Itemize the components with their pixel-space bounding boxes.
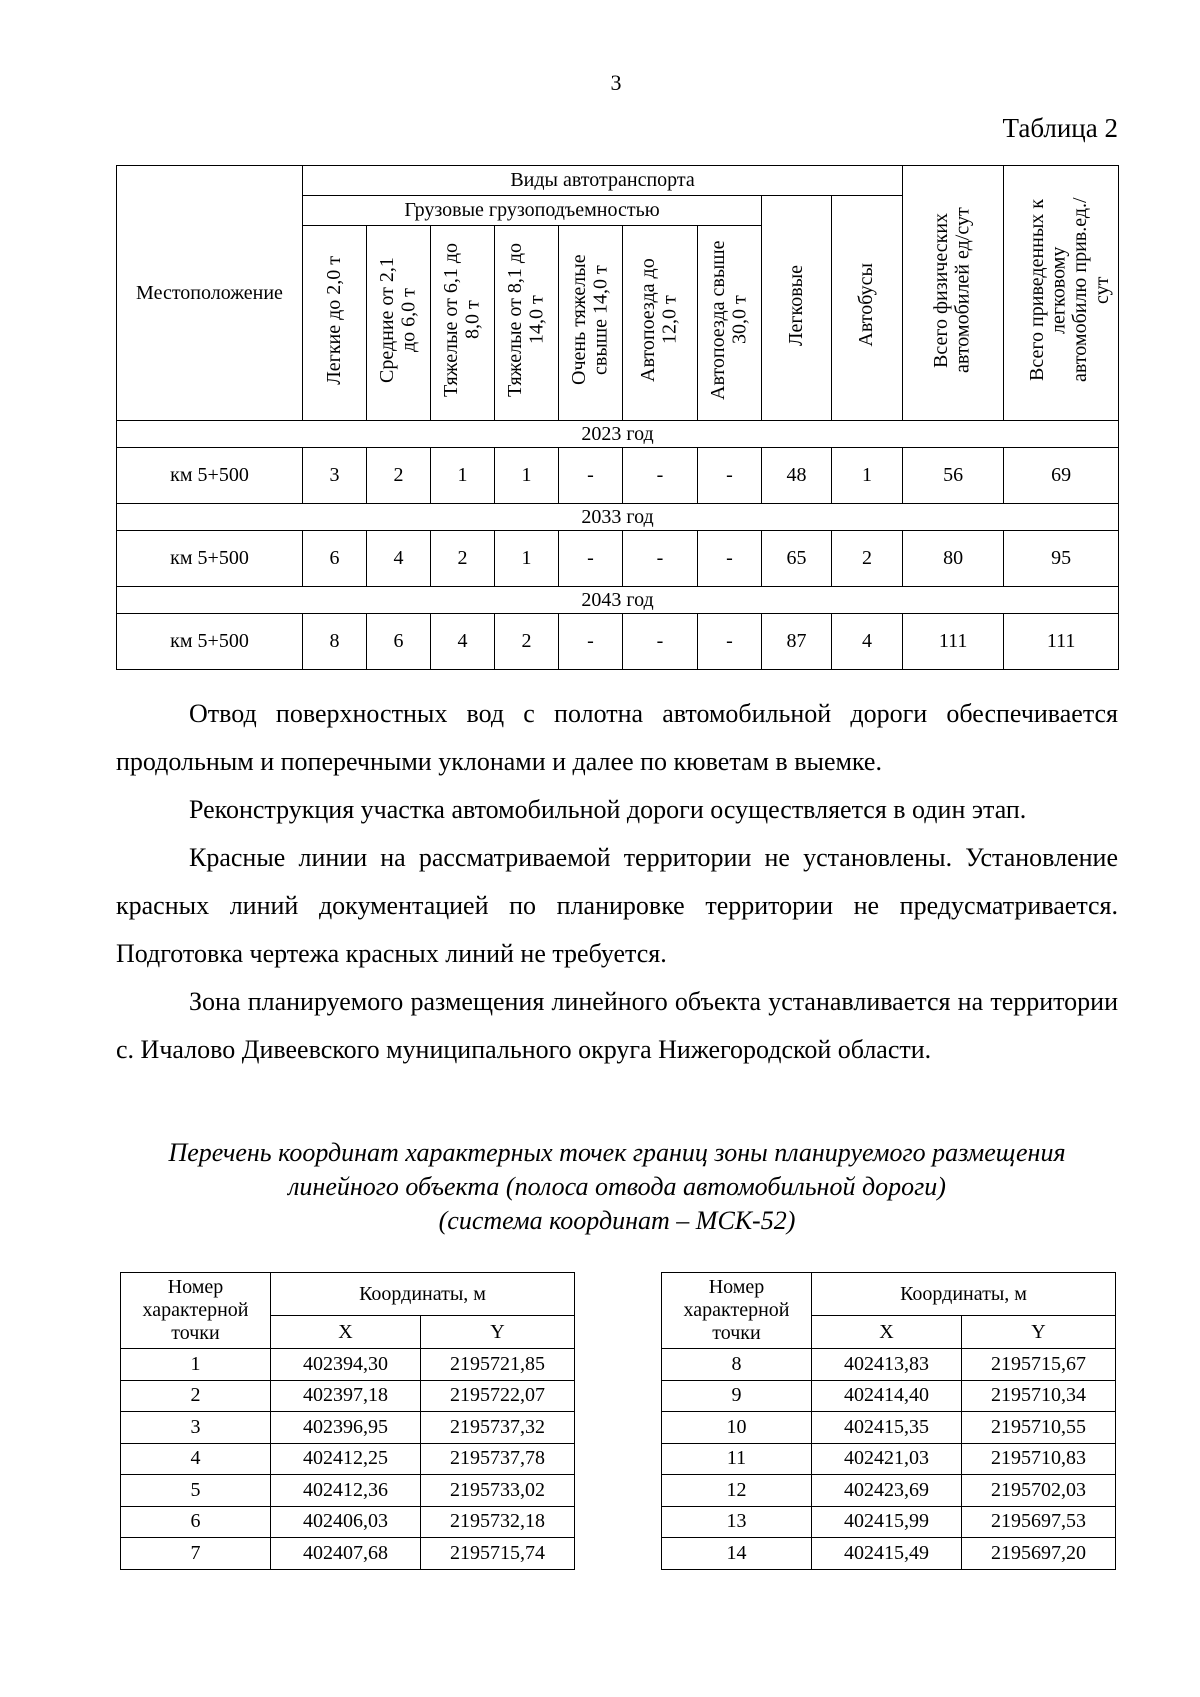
value-cell: 6 — [367, 614, 431, 670]
table-row — [121, 1475, 575, 1507]
value-cell: 95 — [1004, 531, 1119, 587]
table-row — [662, 1538, 1116, 1570]
value-cell: 111 — [903, 614, 1004, 670]
coords-title-line-1: Перечень координат характерных точек границ зоны планируемого размещения — [168, 1138, 1066, 1167]
value-cell: - — [623, 531, 698, 587]
y-value: 2195702,03 — [962, 1475, 1116, 1507]
value-cell: 8 — [303, 614, 367, 670]
value-cell: 111 — [1004, 614, 1119, 670]
x-value: 402415,49 — [812, 1538, 962, 1570]
table-row — [121, 1349, 575, 1381]
col-buses — [832, 196, 903, 421]
col-heavy-8-14 — [495, 226, 559, 421]
value-cell: 65 — [762, 531, 832, 587]
y-value: 2195722,07 — [421, 1380, 575, 1412]
x-value: 402413,83 — [812, 1349, 962, 1381]
traffic-table — [116, 165, 1119, 670]
col-buses-label: Автобусы — [855, 263, 878, 347]
col-light-label: Легкие до 2,0 т — [322, 255, 345, 385]
x-value: 402415,99 — [812, 1506, 962, 1538]
location-cell: км 5+500 — [117, 448, 303, 504]
coords-table-left — [120, 1272, 575, 1570]
table-row — [121, 1506, 575, 1538]
y-value: 2195732,18 — [421, 1506, 575, 1538]
table-row — [662, 1506, 1116, 1538]
y-value: 2195721,85 — [421, 1349, 575, 1381]
value-cell: 6 — [303, 531, 367, 587]
x-value: 402415,35 — [812, 1412, 962, 1444]
page-number: 3 — [610, 70, 622, 95]
col-road-train-12-label: Автопоезда до 12,0 т — [637, 258, 681, 382]
point-number-header-line: характерной — [142, 1299, 249, 1321]
paragraph-drainage: Отвод поверхностных вод с полотна автомобильной дороги обеспечивается продольным и поперечными уклонами и далее по кюветам в выемке. — [116, 699, 1118, 776]
col-total-reduced — [1004, 166, 1119, 421]
col-road-train-12 — [623, 226, 698, 421]
table-row — [117, 448, 1119, 504]
coords-table-right — [661, 1272, 1116, 1570]
col-total-physical — [903, 166, 1004, 421]
point-number-header-line: точки — [712, 1322, 761, 1344]
col-total-reduced-label: Всего приведенных к легковому автомобилю прив.ед./сут — [1026, 197, 1113, 383]
y-value: 2195715,74 — [421, 1538, 575, 1570]
coords-title — [116, 1136, 1118, 1238]
value-cell: 1 — [431, 448, 495, 504]
x-header: X — [812, 1316, 962, 1349]
table-row — [121, 1380, 575, 1412]
table-row — [662, 1412, 1116, 1444]
table-row — [662, 1349, 1116, 1381]
col-road-train-30-label: Автопоезда свыше 30,0 т — [706, 240, 751, 400]
point-number-header-line: характерной — [683, 1299, 790, 1321]
value-cell: 1 — [495, 531, 559, 587]
point-number-header-line: Номер — [167, 1276, 224, 1298]
table-row — [662, 1475, 1116, 1507]
x-value: 402397,18 — [271, 1380, 421, 1412]
table-row — [121, 1538, 575, 1570]
point-number: 1 — [121, 1349, 271, 1381]
vehicle-types-header: Виды автотранспорта — [303, 166, 903, 196]
coordinates-header: Координаты, м — [271, 1273, 575, 1316]
col-very-heavy — [559, 226, 623, 421]
x-value: 402394,30 — [271, 1349, 421, 1381]
col-medium — [367, 226, 431, 421]
table-row — [121, 1443, 575, 1475]
paragraph-reconstruction: Реконструкция участка автомобильной дороги осуществляется в один этап. — [189, 795, 1027, 824]
x-value: 402396,95 — [271, 1412, 421, 1444]
col-heavy-8-14-label: Тяжелые от 8,1 до 14,0 т — [503, 242, 548, 398]
x-value: 402407,68 — [271, 1538, 421, 1570]
point-number: 5 — [121, 1475, 271, 1507]
point-number-header-line: точки — [171, 1322, 220, 1344]
value-cell: - — [559, 531, 623, 587]
x-value: 402406,03 — [271, 1506, 421, 1538]
value-cell: 4 — [367, 531, 431, 587]
y-value: 2195710,34 — [962, 1380, 1116, 1412]
value-cell: - — [623, 614, 698, 670]
value-cell: 48 — [762, 448, 832, 504]
col-cars — [762, 196, 832, 421]
paragraph-zone: Зона планируемого размещения линейного объекта устанавливается на территории с. Ичалово Дивеевского муниципального округа Нижегородской области. — [116, 987, 1118, 1064]
year-row-2033: 2033 год — [117, 504, 1119, 531]
y-value: 2195710,55 — [962, 1412, 1116, 1444]
col-heavy-6-8-label: Тяжелые от 6,1 до 8,0 т — [439, 242, 484, 398]
paragraph-red-lines: Красные линии на рассматриваемой территории не установлены. Установление красных линий документацией по планировке территории не предусматривается. Подготовка чертежа красных линий не требуется. — [116, 843, 1118, 968]
y-header: Y — [962, 1316, 1116, 1349]
value-cell: 3 — [303, 448, 367, 504]
year-row-2023: 2023 год — [117, 421, 1119, 448]
value-cell: 4 — [832, 614, 903, 670]
point-number: 10 — [662, 1412, 812, 1444]
value-cell: - — [698, 448, 762, 504]
point-number-header — [662, 1273, 812, 1349]
x-value: 402421,03 — [812, 1443, 962, 1475]
y-value: 2195710,83 — [962, 1443, 1116, 1475]
value-cell: - — [559, 614, 623, 670]
value-cell: 1 — [832, 448, 903, 504]
point-number: 8 — [662, 1349, 812, 1381]
point-number: 9 — [662, 1380, 812, 1412]
x-value: 402414,40 — [812, 1380, 962, 1412]
col-total-physical-label: Всего физических автомобилей ед/сут — [930, 207, 974, 373]
y-value: 2195715,67 — [962, 1349, 1116, 1381]
table-row — [117, 614, 1119, 670]
location-cell: км 5+500 — [117, 531, 303, 587]
point-number-header-line: Номер — [708, 1276, 765, 1298]
value-cell: - — [559, 448, 623, 504]
value-cell: 2 — [367, 448, 431, 504]
coordinates-header: Координаты, м — [812, 1273, 1116, 1316]
table-row — [117, 531, 1119, 587]
coords-title-line-3: (система координат – МСК-52) — [438, 1206, 796, 1235]
point-number: 6 — [121, 1506, 271, 1538]
y-value: 2195697,20 — [962, 1538, 1116, 1570]
table-caption: Таблица 2 — [1002, 113, 1118, 143]
y-value: 2195733,02 — [421, 1475, 575, 1507]
point-number: 7 — [121, 1538, 271, 1570]
year-row-2043: 2043 год — [117, 587, 1119, 614]
value-cell: 1 — [495, 448, 559, 504]
point-number: 3 — [121, 1412, 271, 1444]
col-heavy-6-8 — [431, 226, 495, 421]
value-cell: 2 — [495, 614, 559, 670]
value-cell: - — [698, 614, 762, 670]
col-very-heavy-label: Очень тяжелые свыше 14,0 т — [567, 254, 612, 386]
x-value: 402412,36 — [271, 1475, 421, 1507]
point-number: 2 — [121, 1380, 271, 1412]
location-cell: км 5+500 — [117, 614, 303, 670]
location-header: Местоположение — [117, 166, 303, 421]
y-header: Y — [421, 1316, 575, 1349]
value-cell: 87 — [762, 614, 832, 670]
table-row — [662, 1380, 1116, 1412]
col-road-train-30 — [698, 226, 762, 421]
table-row — [662, 1443, 1116, 1475]
y-value: 2195737,78 — [421, 1443, 575, 1475]
col-cars-label: Легковые — [784, 264, 807, 346]
value-cell: 80 — [903, 531, 1004, 587]
value-cell: 69 — [1004, 448, 1119, 504]
cargo-header: Грузовые грузоподъемностью — [303, 196, 762, 226]
value-cell: 2 — [431, 531, 495, 587]
value-cell: - — [698, 531, 762, 587]
point-number: 4 — [121, 1443, 271, 1475]
point-number: 11 — [662, 1443, 812, 1475]
value-cell: - — [623, 448, 698, 504]
col-light — [303, 226, 367, 421]
value-cell: 2 — [832, 531, 903, 587]
point-number: 14 — [662, 1538, 812, 1570]
value-cell: 4 — [431, 614, 495, 670]
point-number: 13 — [662, 1506, 812, 1538]
table-row — [121, 1412, 575, 1444]
col-medium-label: Средние от 2,1 до 6,0 т — [375, 257, 420, 383]
x-value: 402412,25 — [271, 1443, 421, 1475]
x-header: X — [271, 1316, 421, 1349]
value-cell: 56 — [903, 448, 1004, 504]
point-number-header — [121, 1273, 271, 1349]
point-number: 12 — [662, 1475, 812, 1507]
y-value: 2195737,32 — [421, 1412, 575, 1444]
coords-title-line-2: линейного объекта (полоса отвода автомобильной дороги) — [288, 1172, 946, 1201]
y-value: 2195697,53 — [962, 1506, 1116, 1538]
x-value: 402423,69 — [812, 1475, 962, 1507]
